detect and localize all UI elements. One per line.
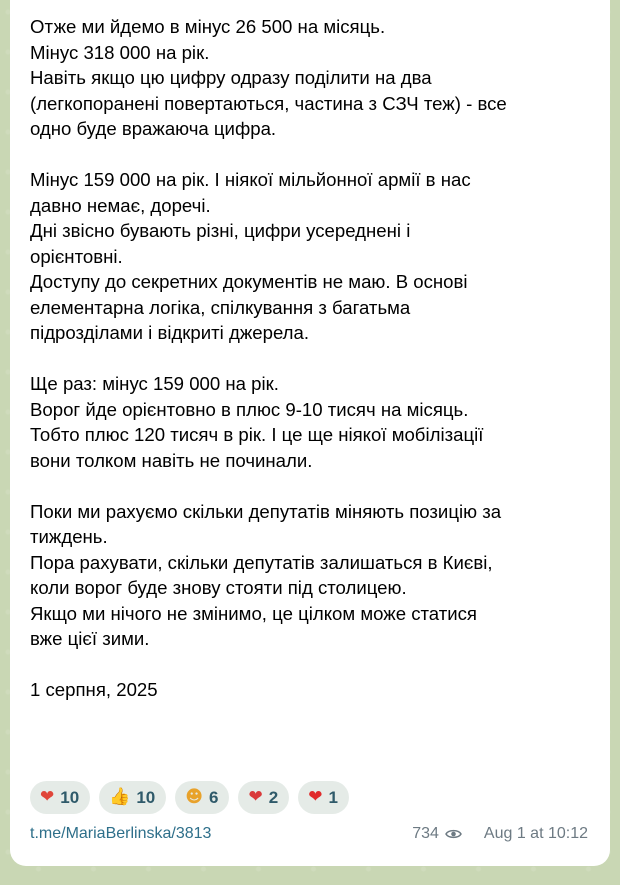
message-paragraph-4 xyxy=(30,499,588,652)
post-link[interactable]: t.me/MariaBerlinska/3813 xyxy=(30,825,212,842)
reaction-heart-on-fire[interactable] xyxy=(30,781,90,814)
message-line: Ще раз: мінус 159 000 на рік. xyxy=(30,373,279,394)
exploding-head-icon: ☻ xyxy=(185,787,203,807)
message-line: Якщо ми нічого не змінимо, це цілком може статися xyxy=(30,602,478,624)
message-line: коли ворог буде знову стояти під столицею. xyxy=(30,577,407,598)
message-line: Мінус 318 000 на рік. xyxy=(30,41,210,63)
reaction-red-heart[interactable] xyxy=(298,781,349,814)
thumbs-up-icon: 👍 xyxy=(109,787,131,807)
message-line: давно немає, доречі. xyxy=(30,194,211,216)
message-line: одно буде вражаюча цифра. xyxy=(30,118,277,139)
heart-on-fire-icon: ❤ xyxy=(40,787,55,807)
message-line: Мінус 159 000 на рік. І ніякої мільйонної армії в нас xyxy=(30,169,471,190)
message-line: (легкопоранені повертаються, частина з СЗЧ теж) - все xyxy=(30,92,507,114)
message-line: підрозділами і відкриті джерела. xyxy=(30,322,310,343)
message-line: 1 серпня, 2025 xyxy=(30,679,158,700)
message-line: тиждень. xyxy=(30,526,108,547)
message-line: Доступу до секретних документів не маю. В основі xyxy=(30,271,468,292)
message-line: Пора рахувати, скільки депутатів залишаться в Києві, xyxy=(30,551,493,573)
reaction-count: 2 xyxy=(268,787,279,807)
message-line: вони толком навіть не починали. xyxy=(30,449,313,471)
reaction-exploding-head[interactable] xyxy=(175,781,229,814)
message-line: елементарна логіка, спілкування з багатьма xyxy=(30,296,411,318)
view-count: 734 xyxy=(412,825,439,842)
reaction-count: 6 xyxy=(209,787,219,807)
message-line: Ворог йде орієнтовно в плюс 9-10 тисяч на місяць. xyxy=(30,398,469,420)
message-time: Aug 1 at 10:12 xyxy=(483,825,588,842)
message-line: Отже ми йдемо в мінус 26 500 на місяць. xyxy=(30,16,386,37)
reaction-count: 1 xyxy=(328,787,338,807)
message-paragraph-1 xyxy=(30,14,588,142)
message-line: вже цієї зими. xyxy=(30,628,150,649)
red-heart-icon: ❤ xyxy=(308,787,323,807)
message-line: Навіть якщо цю цифру одразу поділити на два xyxy=(30,67,432,88)
message-paragraph-3 xyxy=(30,371,588,473)
eye-icon xyxy=(445,828,462,840)
message-meta xyxy=(412,825,588,843)
message-footer xyxy=(30,822,588,846)
reactions-bar xyxy=(30,781,349,814)
message-bubble xyxy=(10,0,610,866)
message-line: орієнтовні. xyxy=(30,245,123,267)
reaction-broken-heart[interactable] xyxy=(238,781,289,814)
message-line: Дні звісно бувають різні, цифри усереднені і xyxy=(30,220,411,241)
reaction-thumbs-up[interactable] xyxy=(99,781,166,814)
message-text xyxy=(30,14,588,703)
reaction-count: 10 xyxy=(60,787,80,807)
message-line: Тобто плюс 120 тисяч в рік. І це ще ніякої мобілізації xyxy=(30,424,484,445)
message-date xyxy=(30,677,588,703)
message-paragraph-2 xyxy=(30,167,588,346)
message-line: Поки ми рахуємо скільки депутатів міняють позицію за xyxy=(30,500,502,522)
reaction-count: 10 xyxy=(136,787,156,807)
broken-heart-icon: ❤ xyxy=(248,787,263,807)
